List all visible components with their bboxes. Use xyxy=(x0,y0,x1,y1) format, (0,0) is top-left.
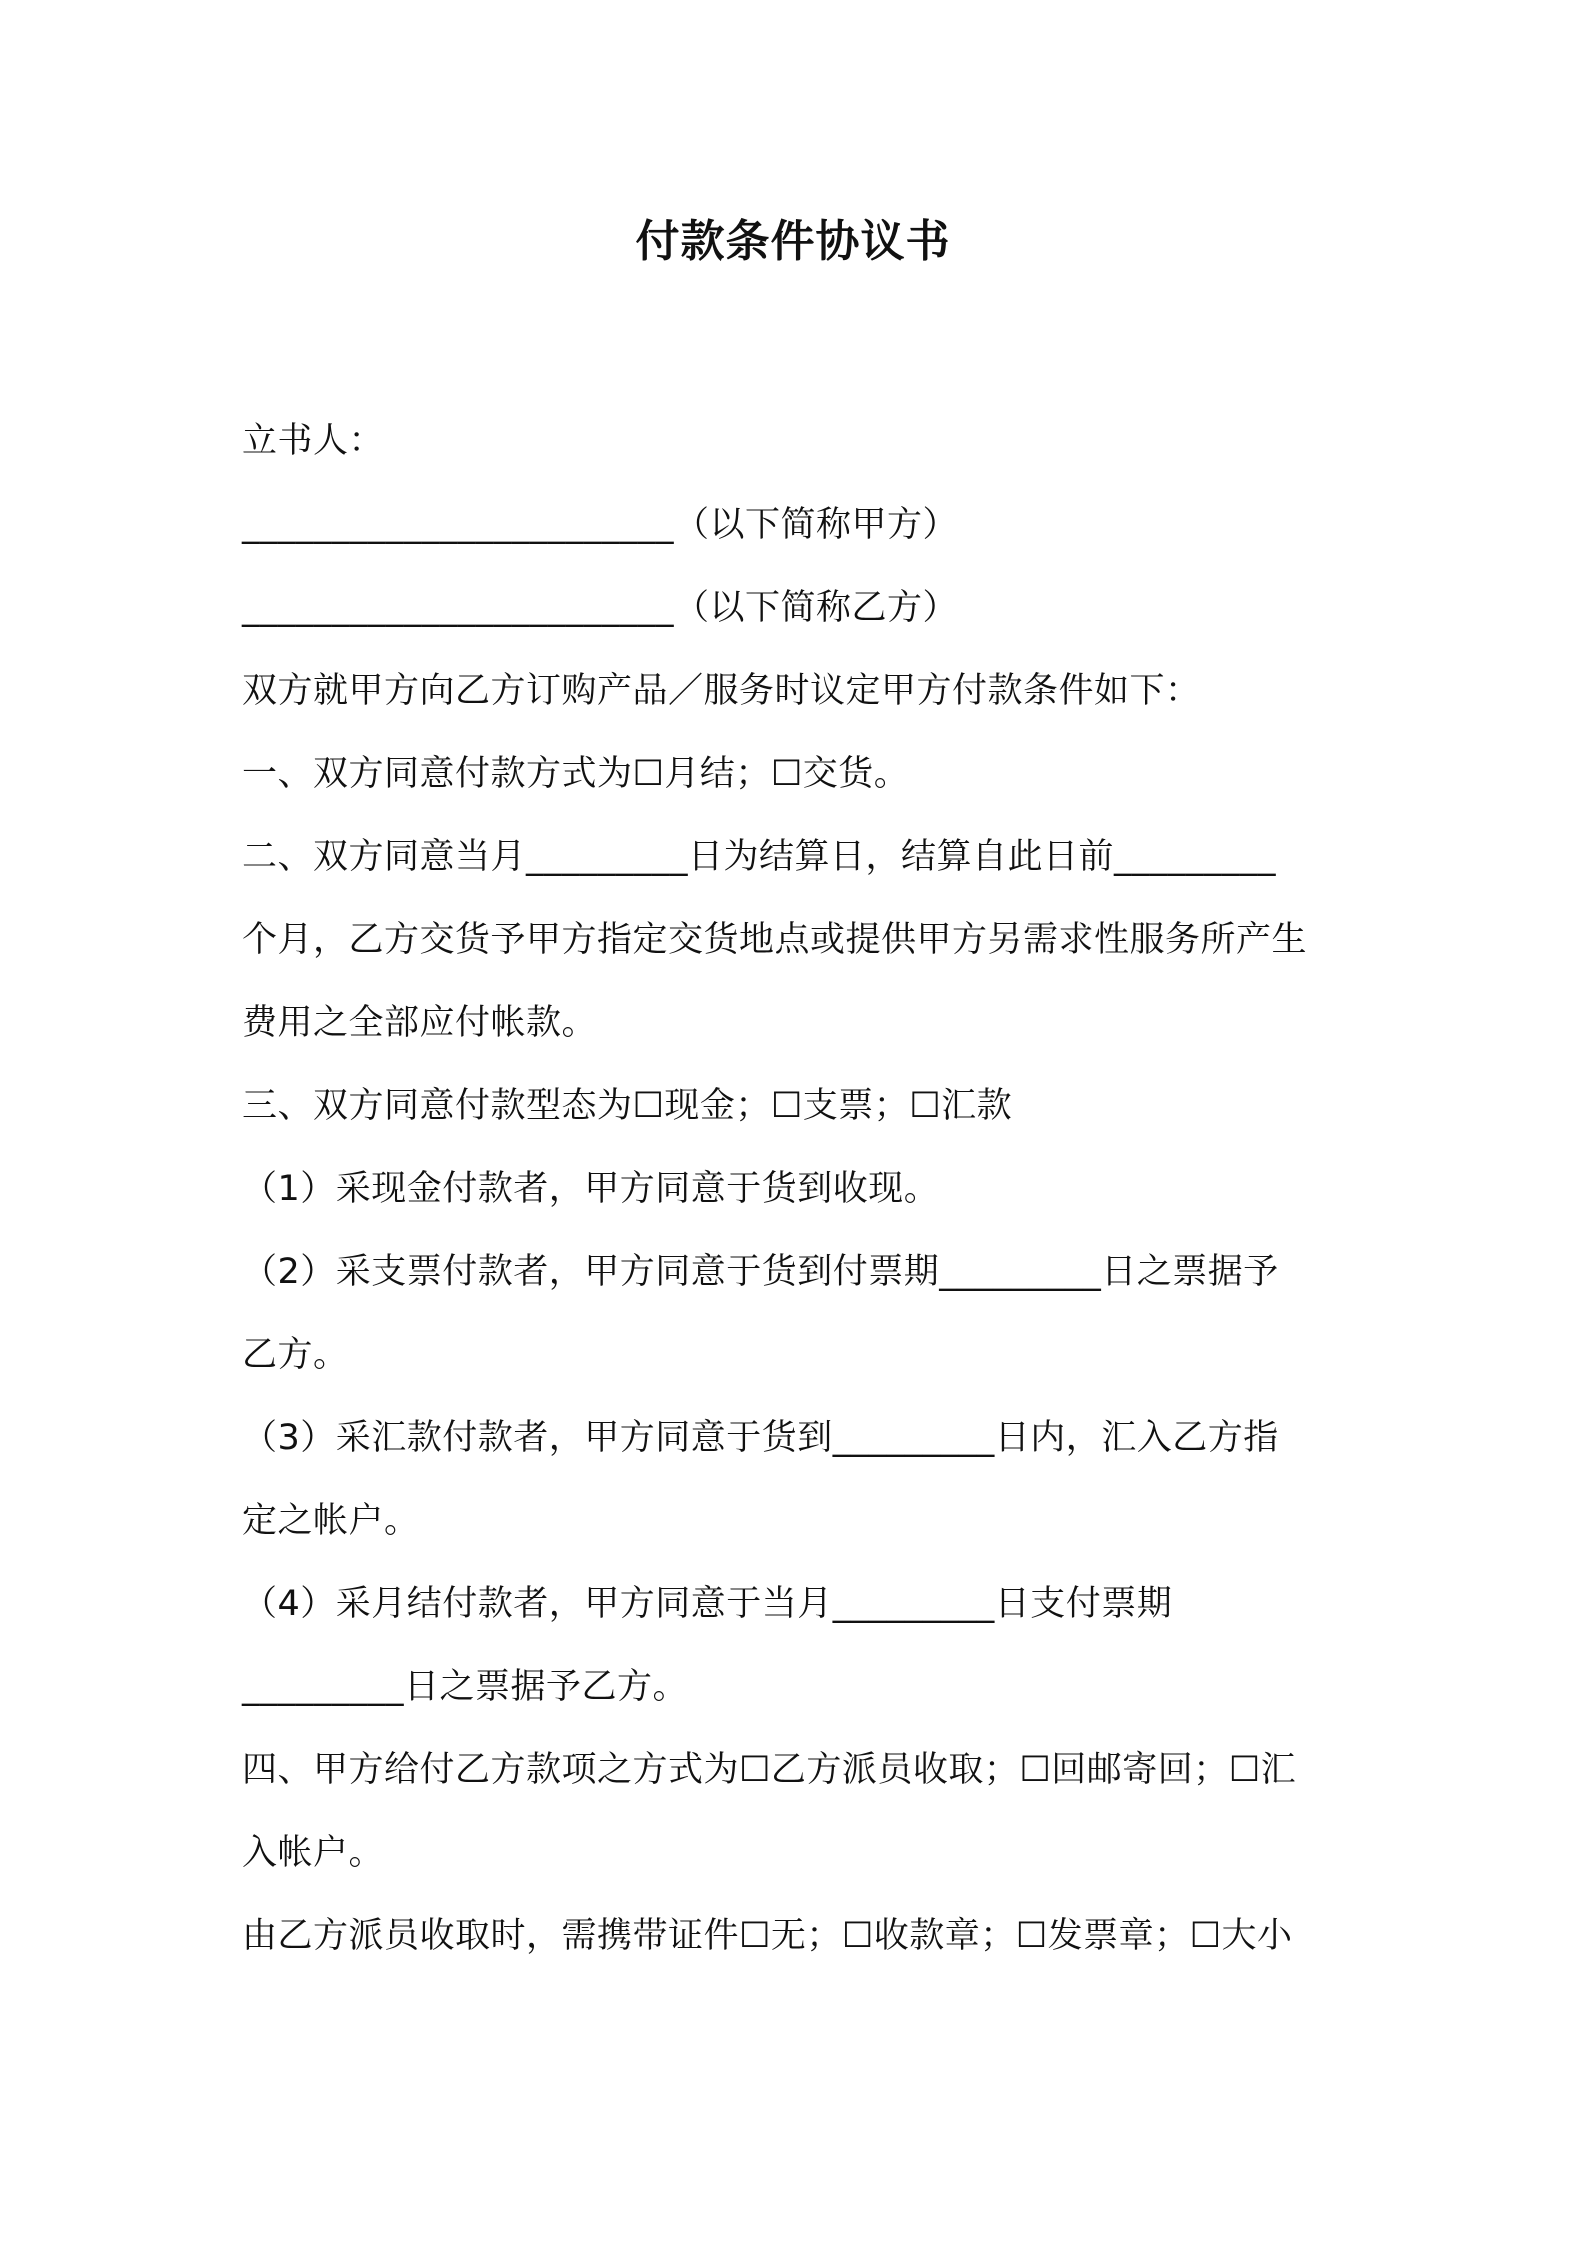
text-line: 个月，乙方交货予甲方指定交货地点或提供甲方另需求性服务所产生 xyxy=(242,920,1308,960)
text-line: 一、双方同意付款方式为☐月结；☐交货。 xyxy=(242,754,910,794)
text-line: 四、甲方给付乙方款项之方式为☐乙方派员收取；☐回邮寄回；☐汇 xyxy=(242,1750,1297,1790)
text-line: 三、双方同意付款型态为☐现金；☐支票；☐汇款 xyxy=(242,1086,1013,1126)
text-line: （2）采支票付款者，甲方同意于货到付票期_________日之票据予 xyxy=(242,1252,1279,1292)
text-line: 由乙方派员收取时，需携带证件☐无；☐收款章；☐发票章；☐大小 xyxy=(242,1916,1293,1956)
text-line: ________________________（以下简称乙方） xyxy=(242,588,959,628)
text-line: 定之帐户。 xyxy=(242,1501,420,1541)
text-line: 双方就甲方向乙方订购产品／服务时议定甲方付款条件如下： xyxy=(242,671,1201,711)
text-line: 乙方。 xyxy=(242,1335,349,1375)
text-line: （1）采现金付款者，甲方同意于货到收现。 xyxy=(242,1169,940,1209)
text-line: _________日之票据予乙方。 xyxy=(242,1667,689,1707)
text-line: （3）采汇款付款者，甲方同意于货到_________日内，汇入乙方指 xyxy=(242,1418,1279,1458)
text-line: 二、双方同意当月_________日为结算日，结算自此日前_________ xyxy=(242,837,1277,877)
text-line: 立书人： xyxy=(242,421,385,461)
text-line: （4）采月结付款者，甲方同意于当月_________日支付票期 xyxy=(242,1584,1173,1624)
text-line: 费用之全部应付帐款。 xyxy=(242,1003,598,1043)
text-line: ________________________（以下简称甲方） xyxy=(242,505,959,545)
document-title: 付款条件协议书 xyxy=(635,216,951,267)
text-line: 入帐户。 xyxy=(242,1833,385,1873)
